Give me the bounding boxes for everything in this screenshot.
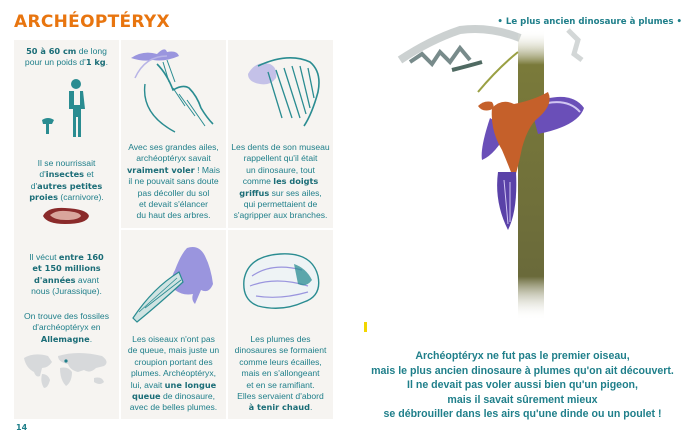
page-title: ARCHÉOPTÉRYX (14, 12, 170, 32)
feathers-text: Les plumes des dinosaures se formaient comme leurs écailles, mais en s'allongeant et en se ramifiant. Elles servaient d'abord à tenir chaud. (234, 334, 327, 413)
size-text: 50 à 60 cm de long pour un poids d'1 kg. (24, 46, 109, 68)
main-caption: Archéoptéryx ne fut pas le premier oiseau, mais le plus ancien dinosaure à plumes qu'on ait découvert. Il ne devait pas voler aussi bien qu'un pigeon, mais il savait sûrement mieux se débrouiller dans les airs qu'une dinde ou un poulet ! (371, 350, 674, 421)
wing-claws-illustration (238, 54, 324, 132)
human-scale-icon (36, 76, 96, 140)
page-number: 14 (16, 423, 28, 432)
archaeopteryx-on-tree-illustration (380, 0, 620, 320)
flight-text: Avec ses grandes ailes, archéoptéryx savait vraiment voler ! Mais il ne pouvait sans doute pas décoller du sol et devait s'élancer du haut des arbres. (126, 142, 221, 221)
panel-flight (121, 40, 226, 228)
panel-claws (228, 40, 333, 228)
yellow-marker (364, 322, 367, 332)
flying-archaeopteryx-illustration (127, 44, 221, 136)
feathered-dinosaur-illustration (238, 250, 324, 310)
diet-text: Il se nourrissait d'insectes et d'autres petites proies (carnivore). (29, 158, 104, 203)
tail-text: Les oiseaux n'ont pas de queue, mais juste un croupion portant des plumes. Archéoptéryx, lui, avait une longue queue de dinosaure, avec de belles plumes. (127, 334, 220, 413)
world-map-icon (20, 350, 112, 390)
page-subtitle: • Le plus ancien dinosaure à plumes • (497, 17, 682, 27)
panel-facts (14, 40, 119, 419)
era-text: Il vécut entre 160 et 150 millions d'années avant nous (Jurassique). (29, 252, 104, 297)
panel-tail (121, 230, 226, 419)
fossils-text: On trouve des fossiles d'archéoptéryx en Allemagne. (23, 311, 110, 344)
meat-icon (40, 206, 92, 226)
panel-feathers (228, 230, 333, 419)
tail-feathers-illustration (129, 236, 219, 324)
claws-text: Les dents de son museau rappellent qu'il était un dinosaure, tout comme les doigts griffus sur ses ailes, qui permettaient de s'agripper aux branches. (231, 142, 330, 221)
